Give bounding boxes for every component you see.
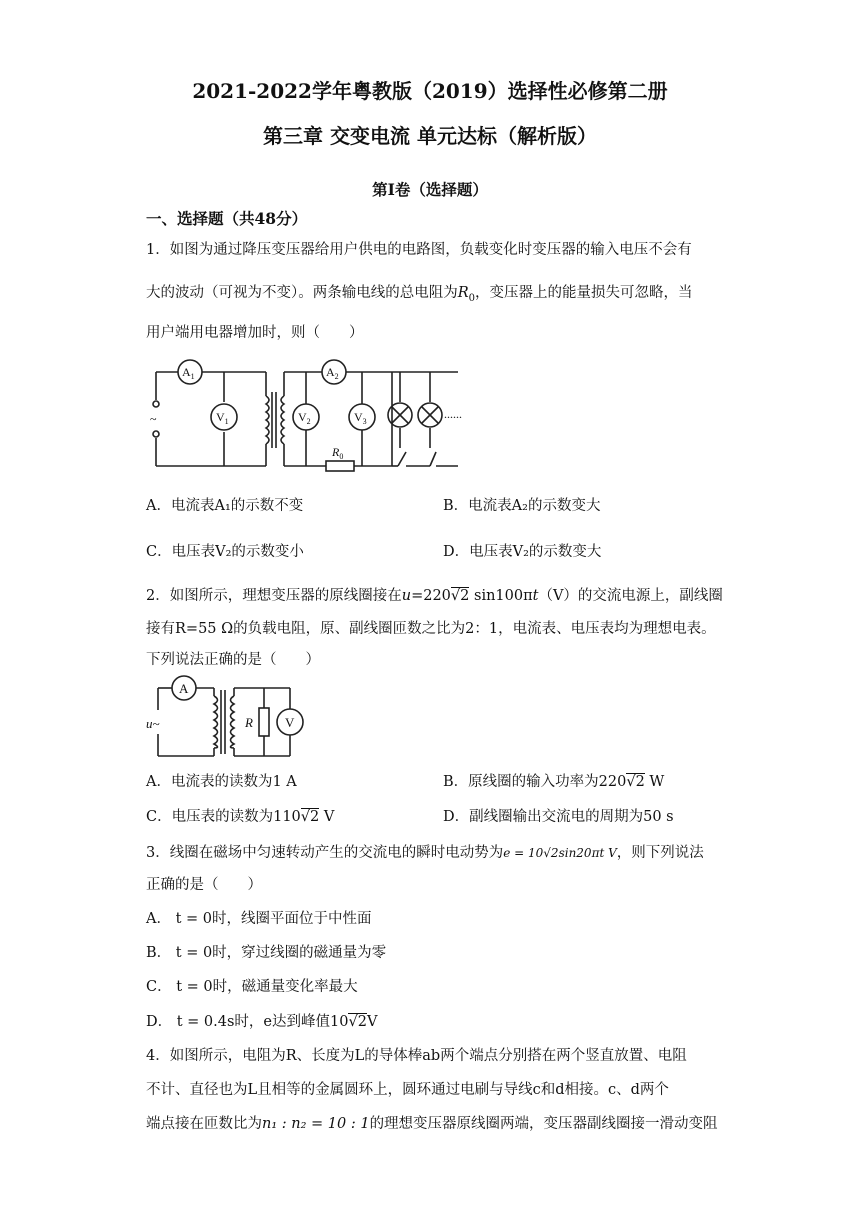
q4-line3: 端点接在匝数比为n₁ : n₂ = 10 : 1的理想变压器原线圈两端，变压器副线圈接一滑动变阻	[146, 1116, 718, 1132]
q1-option-d[interactable]: D．电压表V₂的示数变大	[443, 544, 602, 560]
q4-line2: 不计、直径也为L且相等的金属圆环上，圆环通过电刷与导线c和d相接。c、d两个	[146, 1082, 669, 1098]
q1-line1: 1．如图为通过降压变压器给用户供电的电路图，负载变化时变压器的输入电压不会有	[146, 242, 692, 258]
svg-text:V2: $V_2$	[298, 410, 311, 426]
q3-option-a[interactable]: A． t = 0时，线圈平面位于中性面	[146, 911, 372, 927]
svg-text:A: A	[179, 681, 189, 696]
svg-text:V1: $V_1$	[216, 410, 229, 426]
q2-circuit-diagram	[146, 672, 306, 760]
svg-text:R0: $R_0$	[332, 445, 344, 461]
document-subtitle: 第三章 交变电流 单元达标（解析版）	[263, 124, 597, 148]
q2-line2: 接有R=55 Ω的负载电阻，原、副线圈匝数之比为2：1，电流表、电压表均为理想电表。	[146, 621, 716, 637]
svg-text:R: R	[245, 715, 253, 730]
svg-text:u~: u~	[146, 716, 160, 731]
q2-option-b[interactable]: B．原线圈的输入功率为220√2 W	[443, 774, 665, 790]
q1-option-a[interactable]: A．电流表A₁的示数不变	[146, 498, 304, 514]
section-heading: 一、选择题（共48分）	[146, 209, 308, 228]
meter-a1-label: $A_1$	[182, 365, 195, 381]
svg-text:~: ~	[150, 412, 157, 426]
svg-text:A2: $A_2$	[326, 365, 339, 381]
q2-option-a[interactable]: A．电流表的读数为1 A	[146, 774, 297, 790]
q4-line1: 4．如图所示，电阻为R、长度为L的导体棒ab两个端点分别搭在两个竖直放置、电阻	[146, 1048, 687, 1064]
svg-text:V: V	[285, 715, 295, 730]
q3-line2: 正确的是（ ）	[146, 877, 262, 893]
q3-line1: 3．线圈在磁场中匀速转动产生的交流电的瞬时电动势为e = 10√2sin20πt V，则下列说法	[146, 845, 704, 861]
q1-circuit-diagram	[146, 352, 486, 474]
svg-text:......: ......	[444, 407, 462, 421]
q2-option-d[interactable]: D．副线圈输出交流电的周期为50 s	[443, 809, 674, 825]
svg-text:V3: $V_3$	[354, 410, 367, 426]
q3-option-c[interactable]: C． t = 0时，磁通量变化率最大	[146, 979, 358, 995]
q2-line1: 2．如图所示，理想变压器的原线圈接在u=220√2 sin100πt（V）的交流电源上，副线圈	[146, 588, 723, 604]
volume-heading: 第Ⅰ卷（选择题）	[372, 180, 488, 199]
q3-option-d[interactable]: D． t = 0.4s时，e达到峰值10√2V	[146, 1014, 378, 1030]
q1-option-b[interactable]: B．电流表A₂的示数变大	[443, 498, 601, 514]
document-title: 2021-2022学年粤教版（2019）选择性必修第二册	[192, 79, 668, 103]
q1-option-c[interactable]: C．电压表V₂的示数变小	[146, 544, 304, 560]
q1-line2: 大的波动（可视为不变）。两条输电线的总电阻为$R_0$，变压器上的能量损失可忽略，当	[146, 285, 693, 304]
q1-line3: 用户端用电器增加时，则（ ）	[146, 325, 364, 341]
q3-option-b[interactable]: B． t = 0时，穿过线圈的磁通量为零	[146, 945, 387, 961]
q2-line3: 下列说法正确的是（ ）	[146, 652, 320, 668]
q2-option-c[interactable]: C．电压表的读数为110√2 V	[146, 809, 335, 825]
